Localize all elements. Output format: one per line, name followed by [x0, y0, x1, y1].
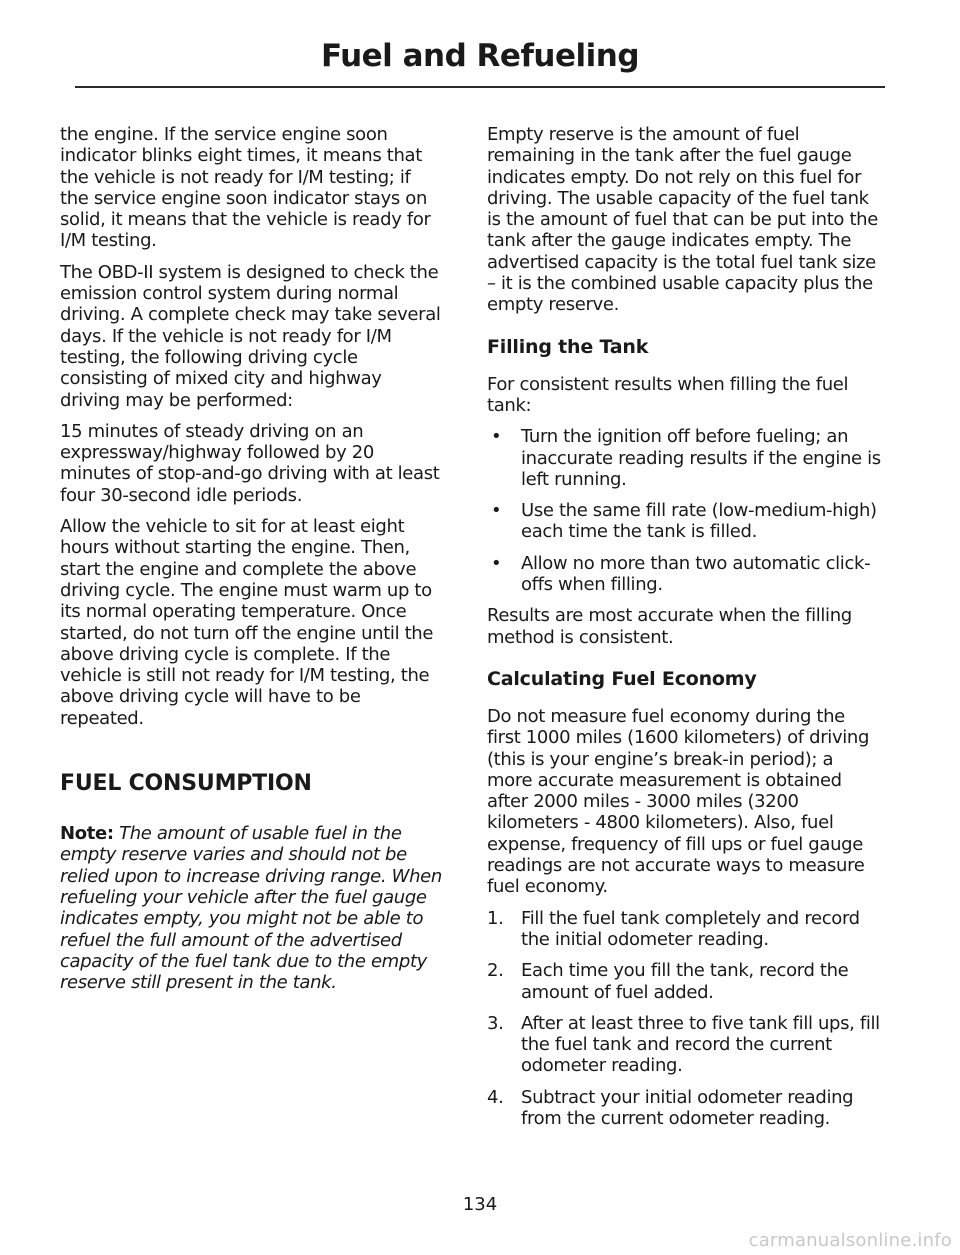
paragraph-obd-system: The OBD-II system is designed to check the emission control system during normal driving. A complete check may take several days. If the vehicle is not ready for I/M testing, the following driving cycle consisting of mixed city and highway driving may be performed:	[60, 261, 441, 411]
list-item-text: Turn the ignition off before fueling; an inaccurate reading results if the engine is left running.	[521, 426, 881, 490]
paragraph-driving-cycle: 15 minutes of steady driving on an expressway/highway followed by 20 minutes of stop-and-go driving with at least four 30-second idle periods.	[60, 420, 440, 506]
economy-steps-list	[487, 908, 882, 1130]
list-item-text: Use the same fill rate (low-medium-high) each time the tank is filled.	[521, 500, 877, 543]
paragraph-empty-reserve: Empty reserve is the amount of fuel remaining in the tank after the fuel gauge indicates empty. Do not rely on this fuel for driving. The usable capacity of the fuel tank is the amount of fuel that can be put into the tank after the gauge indicates empty. The advertised capacity is the total fuel tank size – it is the combined usable capacity plus the empty reserve.	[487, 124, 878, 316]
right-column	[487, 124, 882, 1139]
list-item	[487, 908, 882, 951]
step-text: Subtract your initial odometer reading from the current odometer reading.	[521, 1086, 854, 1129]
note-block	[60, 823, 444, 993]
step-number: 2.	[487, 960, 504, 982]
left-column	[60, 124, 444, 1003]
paragraph-service-indicator: the engine. If the service engine soon indicator blinks eight times, it means that the vehicle is not ready for I/M testing; if the service engine soon indicator stays on solid, it means that the vehicle is ready for I/M testing.	[60, 124, 431, 252]
step-number: 3.	[487, 1012, 504, 1034]
bullet-marker: •	[491, 552, 502, 574]
list-item-text: Allow no more than two automatic click-offs when filling.	[521, 552, 871, 596]
step-text: Each time you fill the tank, record the amount of fuel added.	[521, 960, 849, 1003]
step-text: After at least three to five tank fill ups, fill the fuel tank and record the current odometer reading.	[521, 1012, 880, 1077]
list-item	[487, 1013, 882, 1077]
page-title: Fuel and Refueling	[320, 38, 640, 74]
note-label: Note:	[60, 823, 114, 845]
paragraph-allow-vehicle-sit: Allow the vehicle to sit for at least eight hours without starting the engine. Then, start the engine and complete the above driving cycle. The engine must warm up to its normal operating temperature. Once started, do not turn off the engine until the above driving cycle is complete. If the vehicle is still not ready for I/M testing, the above driving cycle will have to be repeated.	[60, 516, 434, 729]
list-item	[487, 500, 882, 543]
section-heading-fuel-consumption: FUEL CONSUMPTION	[60, 771, 312, 797]
filling-bullet-list	[487, 426, 882, 595]
list-item	[487, 553, 882, 596]
watermark: carmanualsonline.info	[748, 1230, 952, 1251]
paragraph-filling-intro: For consistent results when filling the fuel tank:	[487, 373, 849, 416]
step-text: Fill the fuel tank completely and record the initial odometer reading.	[521, 907, 860, 950]
paragraph-filling-closing: Results are most accurate when the filling method is consistent.	[487, 605, 852, 648]
subheading-filling-tank: Filling the Tank	[487, 335, 649, 358]
bullet-marker: •	[491, 426, 502, 448]
subheading-calculating-fuel-economy: Calculating Fuel Economy	[487, 667, 757, 690]
list-item	[487, 426, 882, 490]
page-header	[75, 0, 885, 88]
note-text: The amount of usable fuel in the empty reserve varies and should not be relied upon to increase driving range. When refueling your vehicle after the fuel gauge indicates empty, you might not be able to refuel the full amount of the advertised capacity of the fuel tank due to the empty reserve still present in the tank.	[60, 823, 442, 994]
paragraph-economy-intro: Do not measure fuel economy during the first 1000 miles (1600 kilometers) of driving (this is your engine’s break-in period); a more accurate measurement is obtained after 2000 miles - 3000 miles (3200 kilometers - 4800 kilometers). Also, fuel expense, frequency of fill ups or fuel gauge readings are not accurate ways to measure fuel economy.	[487, 705, 870, 898]
list-item	[487, 960, 882, 1003]
page-number: 134	[462, 1194, 498, 1215]
list-item	[487, 1087, 882, 1130]
step-number: 1.	[487, 907, 504, 929]
step-number: 4.	[487, 1086, 504, 1108]
bullet-marker: •	[491, 500, 502, 522]
